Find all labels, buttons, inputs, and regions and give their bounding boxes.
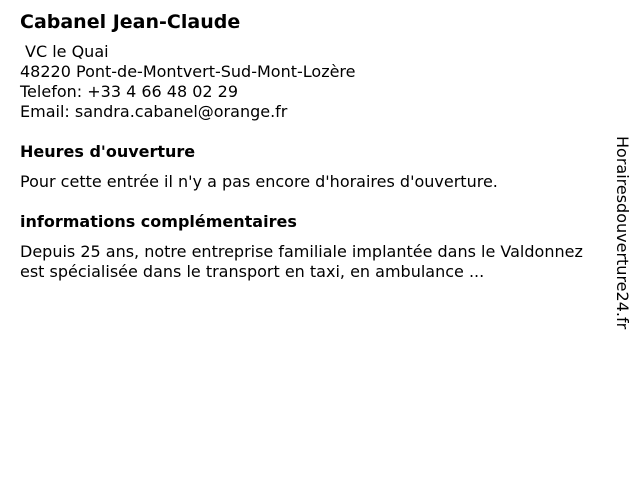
business-name: Cabanel Jean-Claude bbox=[20, 11, 241, 33]
business-entry bbox=[20, 10, 600, 282]
opening-hours-text: Pour cette entrée il n'y a pas encore d'horaires d'ouverture. bbox=[20, 172, 498, 191]
email-line[interactable]: Email: sandra.cabanel@orange.fr bbox=[20, 102, 288, 121]
city-postal-line: 48220 Pont-de-Montvert-Sud-Mont-Lozère bbox=[20, 62, 356, 81]
site-watermark: Horairesdouverture24.fr bbox=[613, 136, 632, 330]
additional-info-heading: informations complémentaires bbox=[20, 212, 297, 231]
additional-info-text: Depuis 25 ans, notre entreprise familiale implantée dans le Valdonnez est spécialisée dans le transport en taxi, en ambulance ... bbox=[20, 242, 583, 281]
contact-block bbox=[20, 42, 600, 122]
street-address: VC le Quai bbox=[25, 42, 109, 61]
opening-hours-heading: Heures d'ouverture bbox=[20, 142, 196, 161]
phone-line[interactable]: Telefon: +33 4 66 48 02 29 bbox=[20, 82, 239, 101]
